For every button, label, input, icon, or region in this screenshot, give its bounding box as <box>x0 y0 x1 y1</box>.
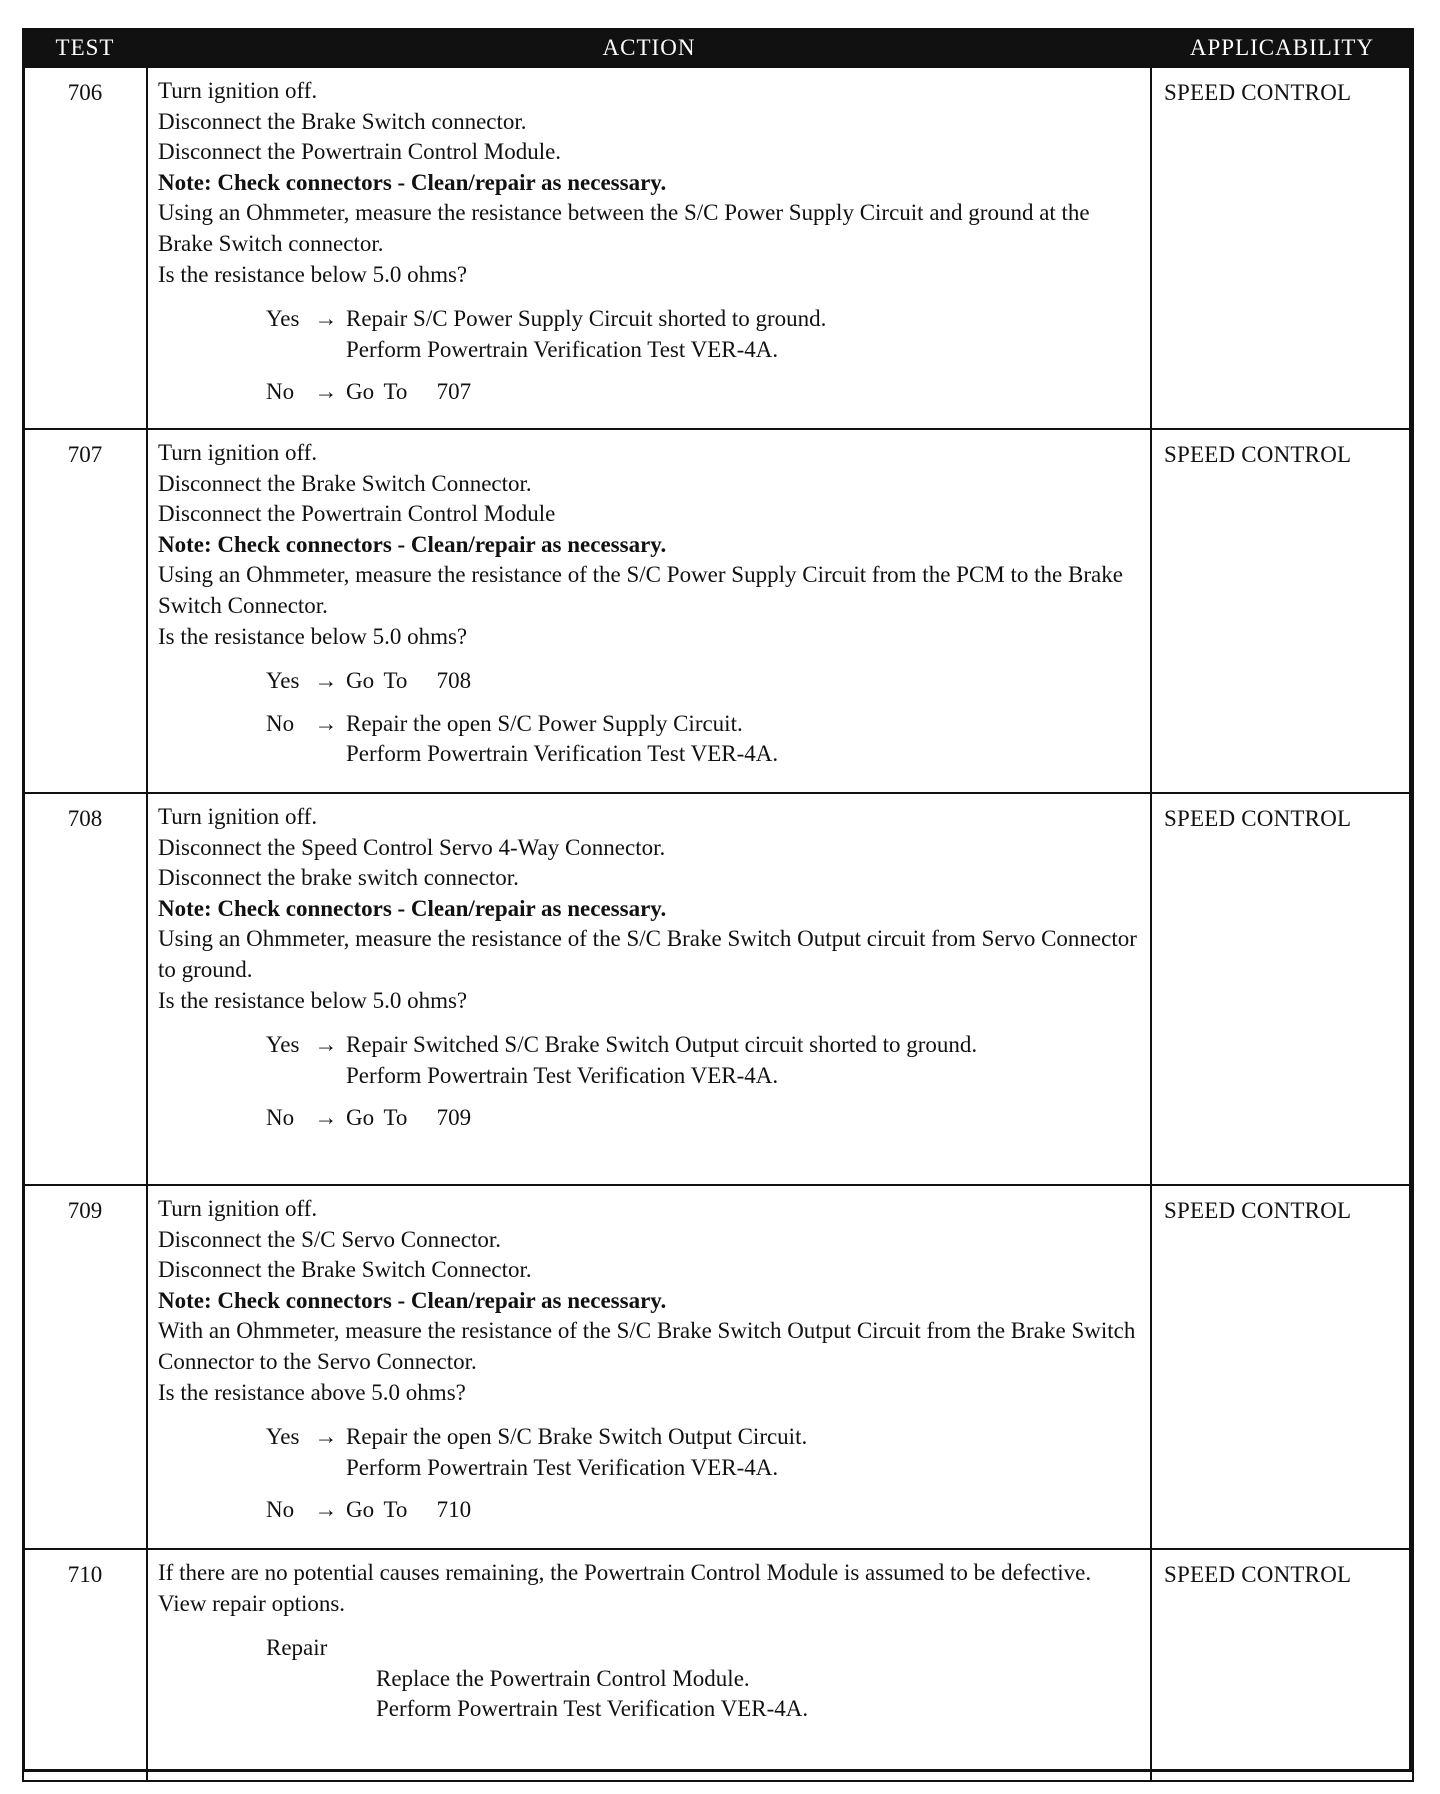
test-number: 709 <box>23 1185 147 1549</box>
action-line: Turn ignition off. <box>158 1196 318 1221</box>
answer-line: Repair the open S/C Power Supply Circuit. <box>346 710 743 736</box>
answer-key: Yes <box>266 1424 300 1450</box>
action-line: Using an Ohmmeter, measure the resistance of the S/C Brake Switch Output circuit from Servo Connector to ground. <box>158 926 1137 982</box>
answer-line: Go To 709 <box>346 1105 472 1131</box>
applicability-cell: SPEED CONTROL <box>1151 793 1413 1185</box>
action-line: Disconnect the Speed Control Servo 4-Way Connector. <box>158 834 666 860</box>
applicability-cell: SPEED CONTROL <box>1151 429 1413 793</box>
answer-options <box>158 666 1140 770</box>
note-line: Note: Check connectors - Clean/repair as necessary. <box>158 895 667 921</box>
note-line: Note: Check connectors - Clean/repair as necessary. <box>158 169 667 195</box>
action-line: Is the resistance below 5.0 ohms? <box>158 623 468 649</box>
arrow-icon: → <box>314 1497 338 1523</box>
answer-text <box>346 377 1140 408</box>
action-line: Disconnect the Brake Switch Connector. <box>158 1257 532 1283</box>
repair-label: Repair <box>266 1635 328 1661</box>
action-line: Disconnect the Powertrain Control Module <box>158 501 556 527</box>
test-row <box>23 429 1413 793</box>
applicability-cell: SPEED CONTROL <box>1151 1549 1413 1781</box>
note-line: Note: Check connectors - Clean/repair as necessary. <box>158 1287 667 1313</box>
action-line: Disconnect the S/C Servo Connector. <box>158 1226 502 1252</box>
answer-option <box>158 377 1140 408</box>
arrow-icon: → <box>314 1032 338 1058</box>
answer-line: Perform Powertrain Test Verification VER-4A. <box>346 1062 779 1088</box>
action-line: Turn ignition off. <box>158 804 318 829</box>
answer-key: No <box>266 379 295 405</box>
action-line: Using an Ohmmeter, measure the resistance between the S/C Power Supply Circuit and ground at the Brake Switch connector. <box>158 200 1090 256</box>
answer-line: Go To 707 <box>346 379 472 405</box>
answer-text <box>346 709 1140 770</box>
action-cell <box>147 429 1151 793</box>
answer-line: Perform Powertrain Verification Test VER-4A. <box>346 741 779 767</box>
answer-option <box>158 1495 1140 1526</box>
header-applicability: APPLICABILITY <box>1151 29 1413 67</box>
action-line: Disconnect the Brake Switch Connector. <box>158 470 532 496</box>
test-number: 710 <box>23 1549 147 1781</box>
action-line: Is the resistance below 5.0 ohms? <box>158 261 468 287</box>
answer-text <box>346 1495 1140 1526</box>
answer-text <box>346 1103 1140 1134</box>
action-cell <box>147 1549 1151 1781</box>
answer-key: No <box>266 1497 295 1523</box>
header-test: TEST <box>23 29 147 67</box>
answer-option <box>158 1422 1140 1483</box>
action-line: If there are no potential causes remaining, the Powertrain Control Module is assumed to be defective. <box>158 1560 1092 1585</box>
action-line: Disconnect the Brake Switch connector. <box>158 108 527 134</box>
answer-text <box>346 1030 1140 1091</box>
action-line: Is the resistance below 5.0 ohms? <box>158 987 468 1013</box>
answer-option <box>158 666 1140 697</box>
answer-key: Yes <box>266 306 300 332</box>
arrow-icon: → <box>314 379 338 405</box>
answer-options <box>158 1030 1140 1134</box>
answer-line: Perform Powertrain Verification Test VER-4A. <box>346 336 779 362</box>
test-row <box>23 1185 1413 1549</box>
test-table <box>22 28 1414 1782</box>
answer-line: Go To 708 <box>346 668 472 694</box>
action-line: Using an Ohmmeter, measure the resistance of the S/C Power Supply Circuit from the PCM to the Brake Switch Connector. <box>158 562 1123 618</box>
action-line: With an Ohmmeter, measure the resistance of the S/C Brake Switch Output Circuit from the Brake Switch Connector to the Servo Connector. <box>158 1318 1136 1374</box>
answer-key: Yes <box>266 668 300 694</box>
answer-text <box>346 1422 1140 1483</box>
answer-option <box>158 709 1140 770</box>
arrow-icon: → <box>314 306 338 332</box>
answer-option <box>158 1103 1140 1134</box>
action-line: Is the resistance above 5.0 ohms? <box>158 1379 466 1405</box>
action-line: Disconnect the brake switch connector. <box>158 865 519 891</box>
note-line: Note: Check connectors - Clean/repair as necessary. <box>158 531 667 557</box>
answer-line: Repair the open S/C Brake Switch Output Circuit. <box>346 1424 808 1450</box>
action-cell <box>147 67 1151 429</box>
applicability-cell: SPEED CONTROL <box>1151 67 1413 429</box>
applicability-cell: SPEED CONTROL <box>1151 1185 1413 1549</box>
answer-option <box>158 304 1140 365</box>
header-row <box>23 29 1413 67</box>
test-number: 706 <box>23 67 147 429</box>
arrow-icon: → <box>314 668 338 694</box>
action-line: Turn ignition off. <box>158 440 318 465</box>
arrow-icon: → <box>314 710 338 736</box>
answer-text <box>346 304 1140 365</box>
answer-line: Repair S/C Power Supply Circuit shorted to ground. <box>346 306 827 332</box>
answer-line: Go To 710 <box>346 1497 472 1523</box>
test-number: 708 <box>23 793 147 1185</box>
action-line: View repair options. <box>158 1590 346 1616</box>
answer-text <box>346 666 1140 697</box>
answer-key: Yes <box>266 1032 300 1058</box>
action-line: Turn ignition off. <box>158 78 318 103</box>
answer-line: Perform Powertrain Test Verification VER-4A. <box>346 1454 779 1480</box>
answer-line: Repair Switched S/C Brake Switch Output circuit shorted to ground. <box>346 1032 978 1058</box>
answer-key: No <box>266 1105 295 1131</box>
answer-option <box>158 1030 1140 1091</box>
action-cell <box>147 793 1151 1185</box>
test-row <box>23 793 1413 1185</box>
repair-line: Perform Powertrain Test Verification VER-4A. <box>376 1696 809 1722</box>
test-row <box>23 67 1413 429</box>
test-row <box>23 1549 1413 1781</box>
arrow-icon: → <box>314 1105 338 1131</box>
header-action: ACTION <box>147 29 1151 67</box>
action-line: Disconnect the Powertrain Control Module. <box>158 139 562 165</box>
action-cell <box>147 1185 1151 1549</box>
diagnostic-test-table <box>22 28 1412 1772</box>
answer-key: No <box>266 710 295 736</box>
repair-line: Replace the Powertrain Control Module. <box>376 1665 750 1691</box>
arrow-icon: → <box>314 1424 338 1450</box>
answer-options <box>158 304 1140 408</box>
test-number: 707 <box>23 429 147 793</box>
answer-options <box>158 1422 1140 1526</box>
